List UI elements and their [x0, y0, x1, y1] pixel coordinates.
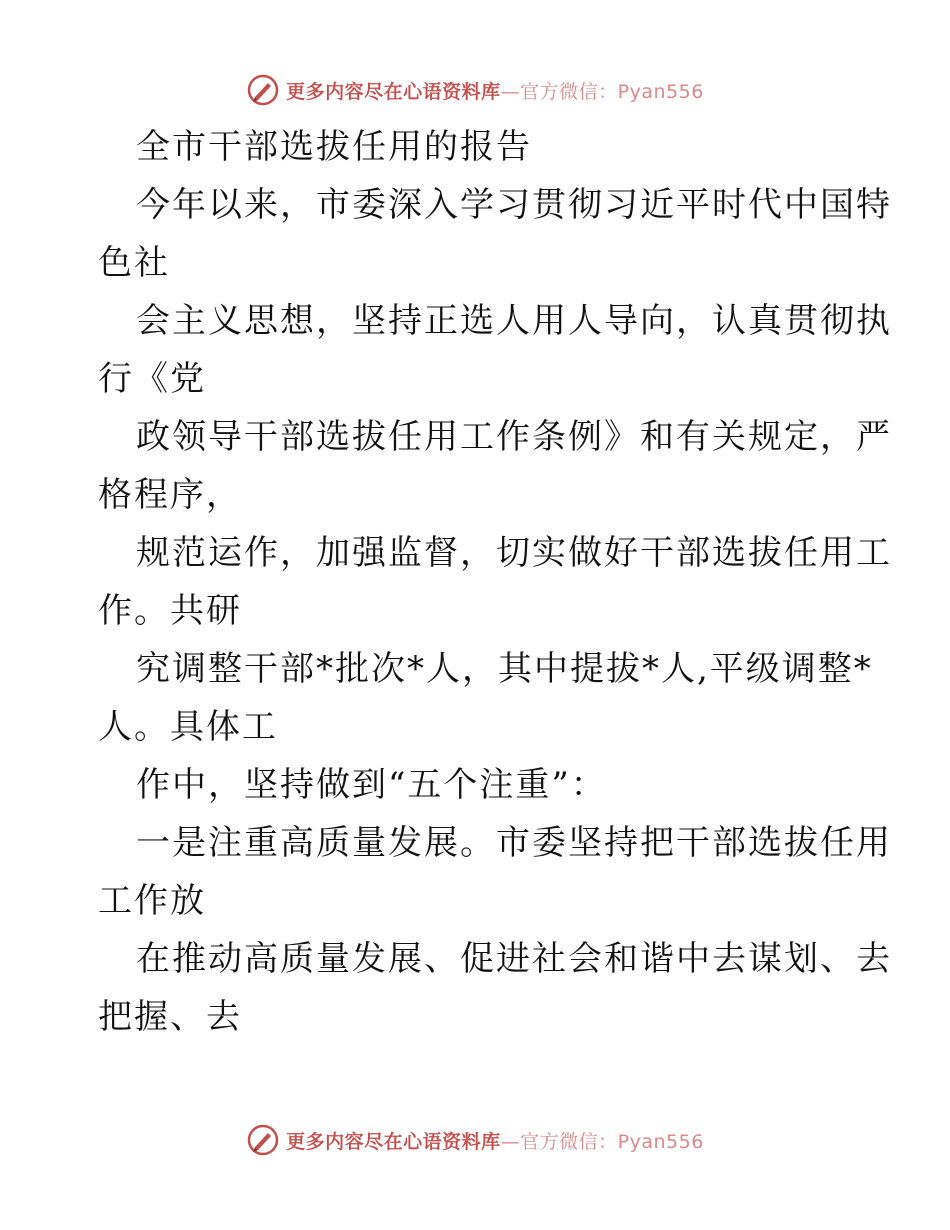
watermark-brand: 更多内容尽在心语资料库 — [286, 80, 501, 103]
paragraph-line: 一是注重高质量发展。市委坚持把干部选拔任用 — [136, 823, 892, 863]
paragraph-line: 格程序， — [98, 475, 242, 515]
pen-logo-icon — [246, 1123, 280, 1157]
paragraph-line: 把握、去 — [98, 997, 242, 1037]
paragraph-line: 在推动高质量发展、促进社会和谐中去谋划、去 — [136, 939, 892, 979]
paragraph-line: 究调整干部*批次*人，其中提拔*人,平级调整* — [136, 649, 873, 689]
paragraph-line: 行《党 — [98, 359, 206, 399]
paragraph-line: 色社 — [98, 243, 170, 283]
header-watermark — [0, 70, 950, 110]
paragraph-line: 人。具体工 — [98, 707, 278, 747]
paragraph-line: 规范运作，加强监督，切实做好干部选拔任用工 — [136, 533, 892, 573]
paragraph-line: 工作放 — [98, 881, 206, 921]
watermark-suffix: —官方微信：Pyan556 — [500, 1130, 704, 1153]
footer-watermark — [0, 1120, 950, 1160]
watermark-suffix: —官方微信：Pyan556 — [500, 80, 704, 103]
paragraph-line: 作。共研 — [98, 591, 242, 631]
paragraph-line: 今年以来，市委深入学习贯彻习近平时代中国特 — [136, 185, 892, 225]
document-body — [98, 118, 892, 1046]
paragraph-line: 全市干部选拔任用的报告 — [136, 127, 532, 167]
paragraph-line: 会主义思想，坚持正选人用人导向，认真贯彻执 — [136, 301, 892, 341]
watermark-brand: 更多内容尽在心语资料库 — [286, 1130, 501, 1153]
paragraph-line: 作中，坚持做到“五个注重”： — [136, 765, 607, 805]
paragraph-line: 政领导干部选拔任用工作条例》和有关规定，严 — [136, 417, 892, 457]
pen-logo-icon — [246, 73, 280, 107]
